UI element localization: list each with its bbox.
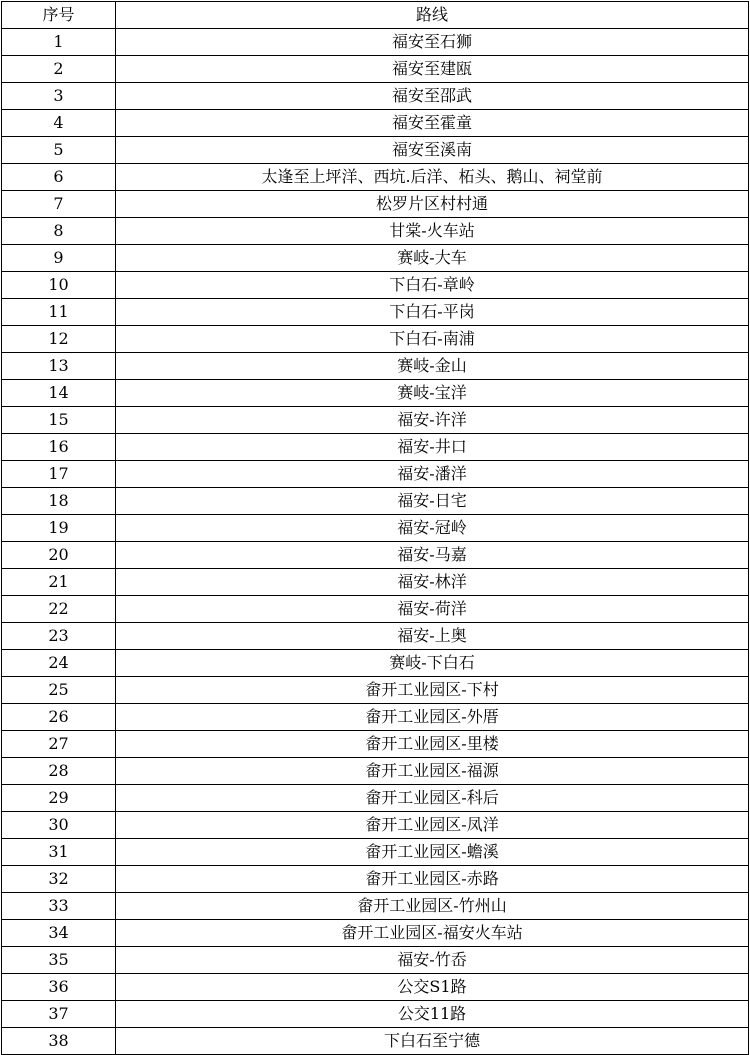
table-row — [2, 704, 749, 731]
row-route: 福安-林洋 — [116, 569, 749, 596]
row-route: 福安至邵武 — [116, 83, 749, 110]
table-row — [2, 110, 749, 137]
table-row — [2, 947, 749, 974]
row-index: 8 — [2, 218, 116, 245]
row-route: 下白石-章岭 — [116, 272, 749, 299]
row-route: 赛岐-宝洋 — [116, 380, 749, 407]
row-route: 下白石至宁德 — [116, 1028, 749, 1055]
row-index: 17 — [2, 461, 116, 488]
row-index: 12 — [2, 326, 116, 353]
row-index: 37 — [2, 1001, 116, 1028]
row-index: 19 — [2, 515, 116, 542]
table-row — [2, 245, 749, 272]
row-index: 2 — [2, 56, 116, 83]
table-row — [2, 920, 749, 947]
row-route: 甘棠-火车站 — [116, 218, 749, 245]
row-index: 26 — [2, 704, 116, 731]
row-route: 畲开工业园区-科后 — [116, 785, 749, 812]
table-row — [2, 272, 749, 299]
table-row — [2, 434, 749, 461]
row-route: 畲开工业园区-外厝 — [116, 704, 749, 731]
row-index: 11 — [2, 299, 116, 326]
row-route: 福安-荷洋 — [116, 596, 749, 623]
header-route: 路线 — [116, 2, 749, 29]
row-index: 13 — [2, 353, 116, 380]
table-row — [2, 542, 749, 569]
table-row — [2, 623, 749, 650]
table-row — [2, 407, 749, 434]
row-route: 下白石-南浦 — [116, 326, 749, 353]
table-row — [2, 353, 749, 380]
row-route: 赛岐-大车 — [116, 245, 749, 272]
table-row — [2, 731, 749, 758]
row-route: 福安至霍童 — [116, 110, 749, 137]
row-route: 福安至建瓯 — [116, 56, 749, 83]
row-index: 15 — [2, 407, 116, 434]
row-index: 28 — [2, 758, 116, 785]
row-route: 畲开工业园区-赤路 — [116, 866, 749, 893]
row-route: 畲开工业园区-下村 — [116, 677, 749, 704]
table-row — [2, 569, 749, 596]
table-row — [2, 677, 749, 704]
row-route: 福安-马嘉 — [116, 542, 749, 569]
row-index: 7 — [2, 191, 116, 218]
table-row — [2, 56, 749, 83]
table-row — [2, 1001, 749, 1028]
table-row — [2, 191, 749, 218]
row-route: 赛岐-下白石 — [116, 650, 749, 677]
row-route: 松罗片区村村通 — [116, 191, 749, 218]
row-route: 福安-井口 — [116, 434, 749, 461]
row-index: 6 — [2, 164, 116, 191]
table-row — [2, 515, 749, 542]
row-route: 福安-许洋 — [116, 407, 749, 434]
table-row — [2, 326, 749, 353]
row-index: 38 — [2, 1028, 116, 1055]
row-index: 24 — [2, 650, 116, 677]
table-row — [2, 218, 749, 245]
row-index: 32 — [2, 866, 116, 893]
row-index: 20 — [2, 542, 116, 569]
row-index: 30 — [2, 812, 116, 839]
row-route: 太逢至上坪洋、西坑.后洋、柘头、鹅山、祠堂前 — [116, 164, 749, 191]
row-route: 畲开工业园区-福源 — [116, 758, 749, 785]
row-route: 福安至溪南 — [116, 137, 749, 164]
table-row — [2, 974, 749, 1001]
row-route: 畲开工业园区-凤洋 — [116, 812, 749, 839]
row-index: 14 — [2, 380, 116, 407]
table-row — [2, 83, 749, 110]
header-index: 序号 — [2, 2, 116, 29]
table-row — [2, 812, 749, 839]
header-row — [2, 2, 749, 29]
table-row — [2, 650, 749, 677]
row-index: 23 — [2, 623, 116, 650]
route-table — [1, 1, 749, 1055]
row-index: 5 — [2, 137, 116, 164]
row-route: 福安至石狮 — [116, 29, 749, 56]
row-route: 公交11路 — [116, 1001, 749, 1028]
table-row — [2, 488, 749, 515]
row-index: 22 — [2, 596, 116, 623]
row-index: 33 — [2, 893, 116, 920]
route-table-body — [2, 29, 749, 1055]
row-route: 赛岐-金山 — [116, 353, 749, 380]
table-row — [2, 596, 749, 623]
table-row — [2, 164, 749, 191]
table-row — [2, 380, 749, 407]
row-index: 10 — [2, 272, 116, 299]
table-row — [2, 758, 749, 785]
row-index: 29 — [2, 785, 116, 812]
row-route: 畲开工业园区-福安火车站 — [116, 920, 749, 947]
row-index: 25 — [2, 677, 116, 704]
row-index: 1 — [2, 29, 116, 56]
row-index: 3 — [2, 83, 116, 110]
row-route: 畲开工业园区-蟾溪 — [116, 839, 749, 866]
table-row — [2, 866, 749, 893]
row-route: 畲开工业园区-里楼 — [116, 731, 749, 758]
row-index: 21 — [2, 569, 116, 596]
row-index: 27 — [2, 731, 116, 758]
row-route: 公交S1路 — [116, 974, 749, 1001]
row-index: 34 — [2, 920, 116, 947]
table-row — [2, 785, 749, 812]
table-row — [2, 29, 749, 56]
row-index: 16 — [2, 434, 116, 461]
row-index: 9 — [2, 245, 116, 272]
row-route: 畲开工业园区-竹州山 — [116, 893, 749, 920]
table-row — [2, 893, 749, 920]
row-route: 福安-冠岭 — [116, 515, 749, 542]
row-index: 4 — [2, 110, 116, 137]
table-row — [2, 299, 749, 326]
row-route: 福安-竹岙 — [116, 947, 749, 974]
row-route: 福安-日宅 — [116, 488, 749, 515]
table-row — [2, 839, 749, 866]
row-index: 31 — [2, 839, 116, 866]
table-row — [2, 1028, 749, 1055]
table-row — [2, 137, 749, 164]
table-row — [2, 461, 749, 488]
row-index: 35 — [2, 947, 116, 974]
row-route: 福安-潘洋 — [116, 461, 749, 488]
row-route: 下白石-平岗 — [116, 299, 749, 326]
row-index: 36 — [2, 974, 116, 1001]
row-route: 福安-上奥 — [116, 623, 749, 650]
row-index: 18 — [2, 488, 116, 515]
